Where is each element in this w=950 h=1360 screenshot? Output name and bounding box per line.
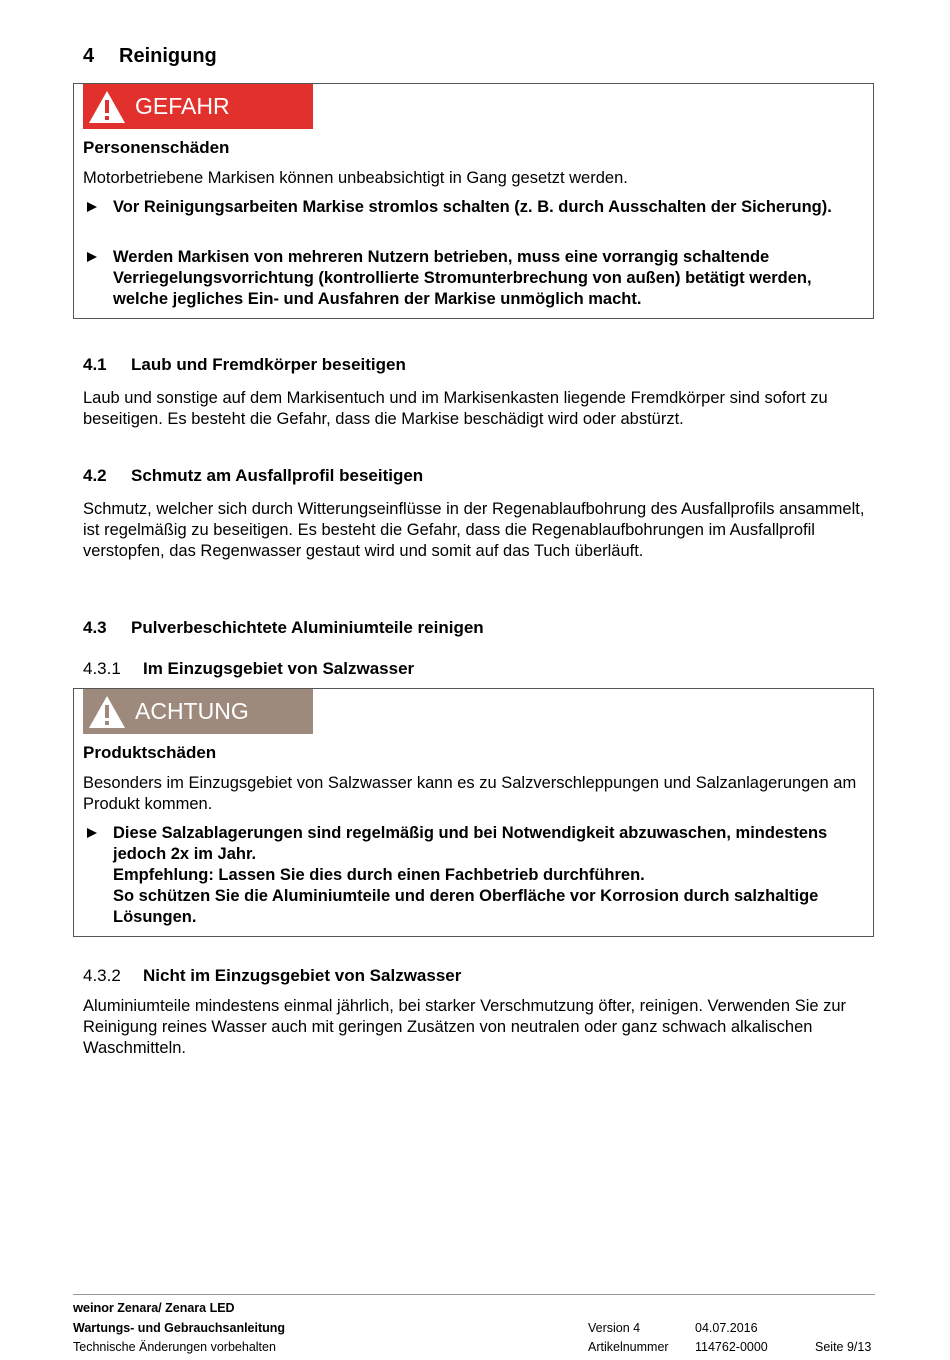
bullet-text: Diese Salzablagerungen sind regelmäßig und bei Notwendigkeit abzuwaschen, mindestens jedoch 2x im Jahr.	[113, 824, 828, 863]
danger-label: GEFAHR	[135, 93, 230, 119]
section-4-1-heading	[83, 355, 406, 375]
footer-manual: Wartungs- und Gebrauchsanleitung	[73, 1321, 286, 1335]
bullet-text: So schützen Sie die Aluminiumteile und deren Oberfläche vor Korrosion durch salzhaltige Lösungen.	[113, 887, 819, 926]
section-title: Nicht im Einzugsgebiet von Salzwasser	[143, 966, 462, 985]
danger-warning-box	[73, 83, 874, 319]
section-title: Reinigung	[119, 45, 217, 67]
danger-title: Personenschäden	[83, 138, 230, 157]
footer-divider	[73, 1294, 875, 1295]
list-item	[83, 247, 863, 310]
list-item	[83, 823, 863, 928]
danger-text: Motorbetriebene Markisen können unbeabsichtigt in Gang gesetzt werden.	[83, 169, 628, 187]
footer-article-number: 114762-0000	[695, 1340, 768, 1354]
footer-product	[73, 1300, 235, 1315]
caution-text: Besonders im Einzugsgebiet von Salzwasser kann es zu Salzverschleppungen und Salzanlagerungen am Produkt kommen.	[83, 774, 857, 813]
footer-article-label: Artikelnummer	[588, 1340, 669, 1354]
caution-title: Produktschäden	[83, 743, 217, 762]
warning-triangle-icon	[87, 89, 127, 125]
brand-logo: weinor	[73, 1300, 114, 1315]
section-4-2-text: Schmutz, welcher sich durch Witterungseinflüsse in der Regenablaufbohrung des Ausfallprofils ansammelt, ist regelmäßig zu beseitigen. Es besteht die Gefahr, dass die Regenablaufbohrungen im Ausfallprofil verstopfen, das Regenwasser gestaut wird und somit auf das Tuch überläuft.	[83, 500, 865, 560]
product-name: Zenara/ Zenara LED	[117, 1301, 235, 1315]
footer-version: Version 4	[588, 1321, 641, 1335]
section-4-3-2-heading	[83, 966, 461, 986]
section-title: Schmutz am Ausfallprofil beseitigen	[131, 466, 424, 485]
footer-date: 04.07.2016	[695, 1321, 758, 1335]
section-4-3-2-text: Aluminiumteile mindestens einmal jährlich, bei starker Verschmutzung öfter, reinigen. Verwenden Sie zur Reinigung reines Wasser auch mit geringen Zusätzen von neutralen oder ganz schwach alkalischen Waschmitteln.	[83, 997, 847, 1057]
section-4-heading	[83, 45, 217, 68]
bullet-arrow-icon	[87, 202, 97, 212]
bullet-arrow-icon	[87, 828, 97, 838]
bullet-text: Werden Markisen von mehreren Nutzern betrieben, muss eine vorrangig schaltende Verriegelungsvorrichtung (kontrollierte Stromunterbrechung von außen) betätigt werden, welche jegliches Ein- und Ausfahren der Markise unmöglich macht.	[113, 248, 812, 308]
section-4-3-heading	[83, 618, 484, 638]
caution-label: ACHTUNG	[135, 698, 249, 724]
bullet-text: Vor Reinigungsarbeiten Markise stromlos schalten (z. B. durch Ausschalten der Sicherung).	[113, 198, 832, 216]
list-item	[83, 197, 863, 218]
footer-note: Technische Änderungen vorbehalten	[73, 1340, 276, 1354]
danger-banner	[83, 84, 313, 129]
section-title: Pulverbeschichtete Aluminiumteile reinigen	[131, 618, 484, 637]
caution-warning-box	[73, 688, 874, 937]
section-title: Im Einzugsgebiet von Salzwasser	[143, 659, 415, 678]
section-number: 4	[83, 45, 95, 67]
section-title: Laub und Fremdkörper beseitigen	[131, 355, 406, 374]
section-4-2-heading	[83, 466, 423, 486]
section-number: 4.3.2	[83, 966, 121, 985]
bullet-arrow-icon	[87, 252, 97, 262]
section-number: 4.2	[83, 466, 107, 485]
section-number: 4.3	[83, 618, 107, 637]
bullet-text: Empfehlung: Lassen Sie dies durch einen Fachbetrieb durchführen.	[113, 866, 645, 884]
section-4-3-1-heading	[83, 659, 414, 679]
footer-page-number: Seite 9/13	[815, 1340, 872, 1354]
section-number: 4.1	[83, 355, 107, 374]
section-number: 4.3.1	[83, 659, 121, 678]
warning-triangle-icon	[87, 694, 127, 730]
section-4-1-text: Laub und sonstige auf dem Markisentuch und im Markisenkasten liegende Fremdkörper sind sofort zu beseitigen. Es besteht die Gefahr, dass die Markise beschädigt wird oder abstürzt.	[83, 389, 828, 428]
caution-banner	[83, 689, 313, 734]
